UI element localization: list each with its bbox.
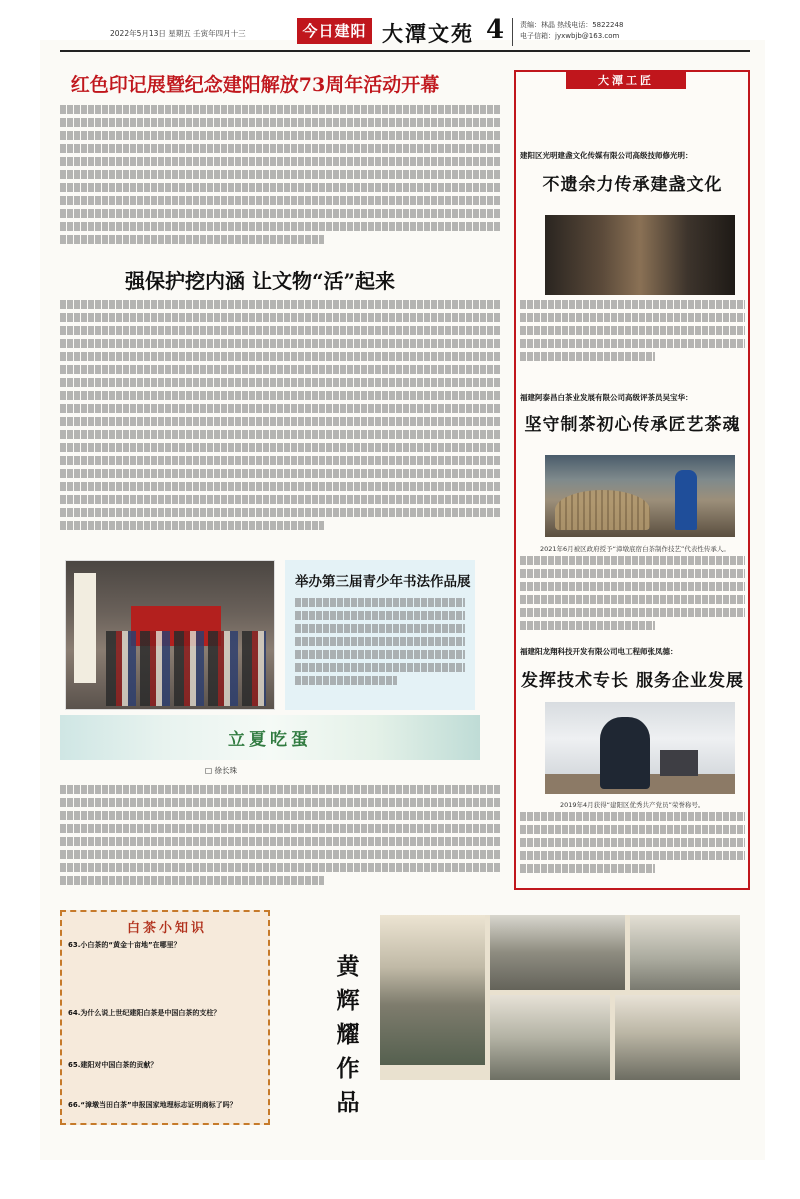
profile2-headline: 坚守制茶初心传承匠艺茶魂 bbox=[524, 415, 741, 435]
profile1-subtitle: 建阳区光明建盏文化传媒有限公司高级技师修光明： bbox=[520, 151, 693, 160]
tea-question-2: 64.为什么说上世纪建阳白茶是中国白茶的支柱？ bbox=[68, 1009, 221, 1017]
header-rule bbox=[60, 50, 750, 52]
spring-banner bbox=[60, 715, 480, 760]
editor-info bbox=[520, 20, 623, 42]
profile3-body bbox=[520, 812, 745, 882]
article-body-culture bbox=[60, 300, 500, 550]
tea-question-3: 65.建阳对中国白茶的贡献？ bbox=[68, 1061, 158, 1069]
laptop-icon bbox=[660, 750, 698, 776]
headline-main: 红色印记展暨纪念建阳解放73周年活动开幕 bbox=[70, 74, 440, 96]
headline-culture: 强保护挖内涵 让文物“活”起来 bbox=[125, 269, 395, 293]
crowd bbox=[106, 631, 266, 706]
profile2-photo bbox=[545, 455, 735, 537]
spring-author: □ 徐长珠 bbox=[205, 766, 237, 775]
newspaper-logo: 今日建阳 bbox=[297, 18, 372, 44]
calligraphy-body bbox=[295, 598, 465, 690]
tea-title: 白茶小知识 bbox=[126, 921, 207, 936]
profile3-subtitle: 福建阳龙翔科技开发有限公司电工程师张凤德： bbox=[520, 647, 678, 656]
profile2-body bbox=[520, 556, 745, 634]
article-body-main bbox=[60, 105, 500, 255]
profile2-subtitle: 福建阿泰昌白茶业发展有限公司高级评茶员吴宝华： bbox=[520, 393, 693, 402]
calligraphy-title: 举办第三届青少年书法作品展 bbox=[295, 574, 471, 590]
profile2-caption: 2021年6月被区政府授予“漳墩底宿白茶制作技艺”代表性传承人。 bbox=[540, 545, 730, 553]
tea-worker bbox=[675, 470, 697, 530]
spring-title: 立夏吃蛋 bbox=[228, 730, 312, 750]
painting-3 bbox=[630, 915, 740, 990]
profile3-headline: 发挥技术专长 服务企业发展 bbox=[521, 671, 744, 691]
profile1-body bbox=[520, 300, 745, 370]
painting-collage bbox=[380, 915, 740, 1080]
issue-date: 2022年5月13日 星期五 壬寅年四月十三 bbox=[110, 29, 246, 38]
ceremony-photo bbox=[65, 560, 275, 710]
editor-line: 责编：林晶 热线电话：5822248 bbox=[520, 21, 624, 29]
calligraphy-exhibition-box bbox=[285, 560, 475, 710]
calligraphy-scroll bbox=[74, 573, 96, 683]
painting-4 bbox=[490, 995, 610, 1080]
engineer bbox=[600, 717, 650, 789]
section-title: 大潭文苑 bbox=[382, 21, 474, 46]
profile3-caption: 2019年4月获得“建阳区优秀共产党员”荣誉称号。 bbox=[560, 801, 705, 809]
profile1-photo bbox=[545, 215, 735, 295]
profile3-photo bbox=[545, 702, 735, 794]
tea-baskets bbox=[555, 490, 650, 530]
profile1-headline: 不遗余力传承建盏文化 bbox=[542, 175, 723, 195]
tea-question-4: 66.“漳墩当田白茶”申报国家地理标志证明商标了吗？ bbox=[68, 1101, 237, 1109]
page-number: 4 bbox=[486, 15, 505, 45]
tea-question-1: 63.小白茶的“黄金十亩地”在哪里？ bbox=[68, 941, 181, 949]
email-line: 电子信箱：jyxwbjb@163.com bbox=[520, 32, 620, 40]
artwork-label: 黄辉耀作品 bbox=[336, 953, 360, 1116]
painting-5 bbox=[615, 995, 740, 1080]
header-divider bbox=[512, 18, 513, 46]
painting-1 bbox=[380, 915, 485, 1065]
painting-2 bbox=[490, 915, 625, 990]
spring-body bbox=[60, 785, 500, 900]
craftsmen-tab: 大潭工匠 bbox=[566, 72, 686, 89]
